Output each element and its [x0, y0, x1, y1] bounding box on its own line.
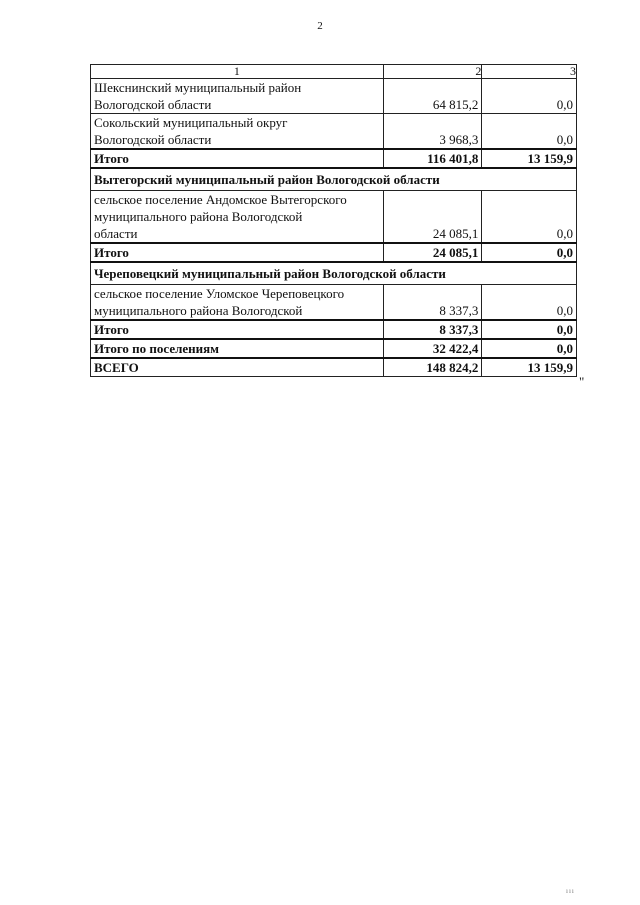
settlements-total-row	[91, 339, 577, 358]
row-value-col3: 0,0	[482, 285, 577, 321]
settlements-total-col2: 32 422,4	[383, 339, 482, 358]
grand-total-col3: 13 159,9	[482, 358, 577, 377]
table-row	[91, 79, 577, 114]
table-row	[91, 191, 577, 244]
row-value-col2: 8 337,3	[383, 285, 482, 321]
subtotal-label: Итого	[91, 243, 384, 262]
subtotal-row	[91, 149, 577, 168]
section-header-row	[91, 168, 577, 191]
subtotal-label: Итого	[91, 149, 384, 168]
grand-total-row	[91, 358, 577, 377]
column-header-1: 1	[91, 65, 384, 79]
column-header-2: 2	[383, 65, 482, 79]
row-name: сельское поселение Андомское Вытегорского муниципального района Вологодской области	[91, 191, 384, 244]
row-value-col3: 0,0	[482, 191, 577, 244]
row-value-col2: 3 968,3	[383, 114, 482, 150]
row-value-col2: 64 815,2	[383, 79, 482, 114]
row-name: Шекснинский муниципальный район Вологодской области	[91, 79, 384, 114]
row-name: Сокольский муниципальный округ Вологодской области	[91, 114, 384, 150]
section-title: Вытегорский муниципальный район Вологодской области	[91, 168, 577, 191]
closing-quote-mark: "	[579, 374, 585, 389]
subtotal-col2: 8 337,3	[383, 320, 482, 339]
settlements-total-col3: 0,0	[482, 339, 577, 358]
subtotal-col2: 116 401,8	[383, 149, 482, 168]
subtotal-label: Итого	[91, 320, 384, 339]
subtotal-col2: 24 085,1	[383, 243, 482, 262]
row-value-col3: 0,0	[482, 79, 577, 114]
table-header-row	[91, 65, 577, 79]
subtotal-row	[91, 320, 577, 339]
row-value-col2: 24 085,1	[383, 191, 482, 244]
section-header-row	[91, 262, 577, 285]
grand-total-col2: 148 824,2	[383, 358, 482, 377]
table-row	[91, 285, 577, 321]
column-header-3: 3	[482, 65, 577, 79]
settlements-total-label: Итого по поселениям	[91, 339, 384, 358]
table-row	[91, 114, 577, 150]
page-number: 2	[317, 20, 323, 32]
row-value-col3: 0,0	[482, 114, 577, 150]
footer-mark: ııı	[566, 887, 575, 895]
subtotal-col3: 13 159,9	[482, 149, 577, 168]
grand-total-label: ВСЕГО	[91, 358, 384, 377]
subtotal-row	[91, 243, 577, 262]
budget-table	[90, 64, 577, 377]
section-title: Череповецкий муниципальный район Вологодской области	[91, 262, 577, 285]
row-name: сельское поселение Уломское Череповецкого муниципального района Вологодской	[91, 285, 384, 321]
subtotal-col3: 0,0	[482, 320, 577, 339]
subtotal-col3: 0,0	[482, 243, 577, 262]
